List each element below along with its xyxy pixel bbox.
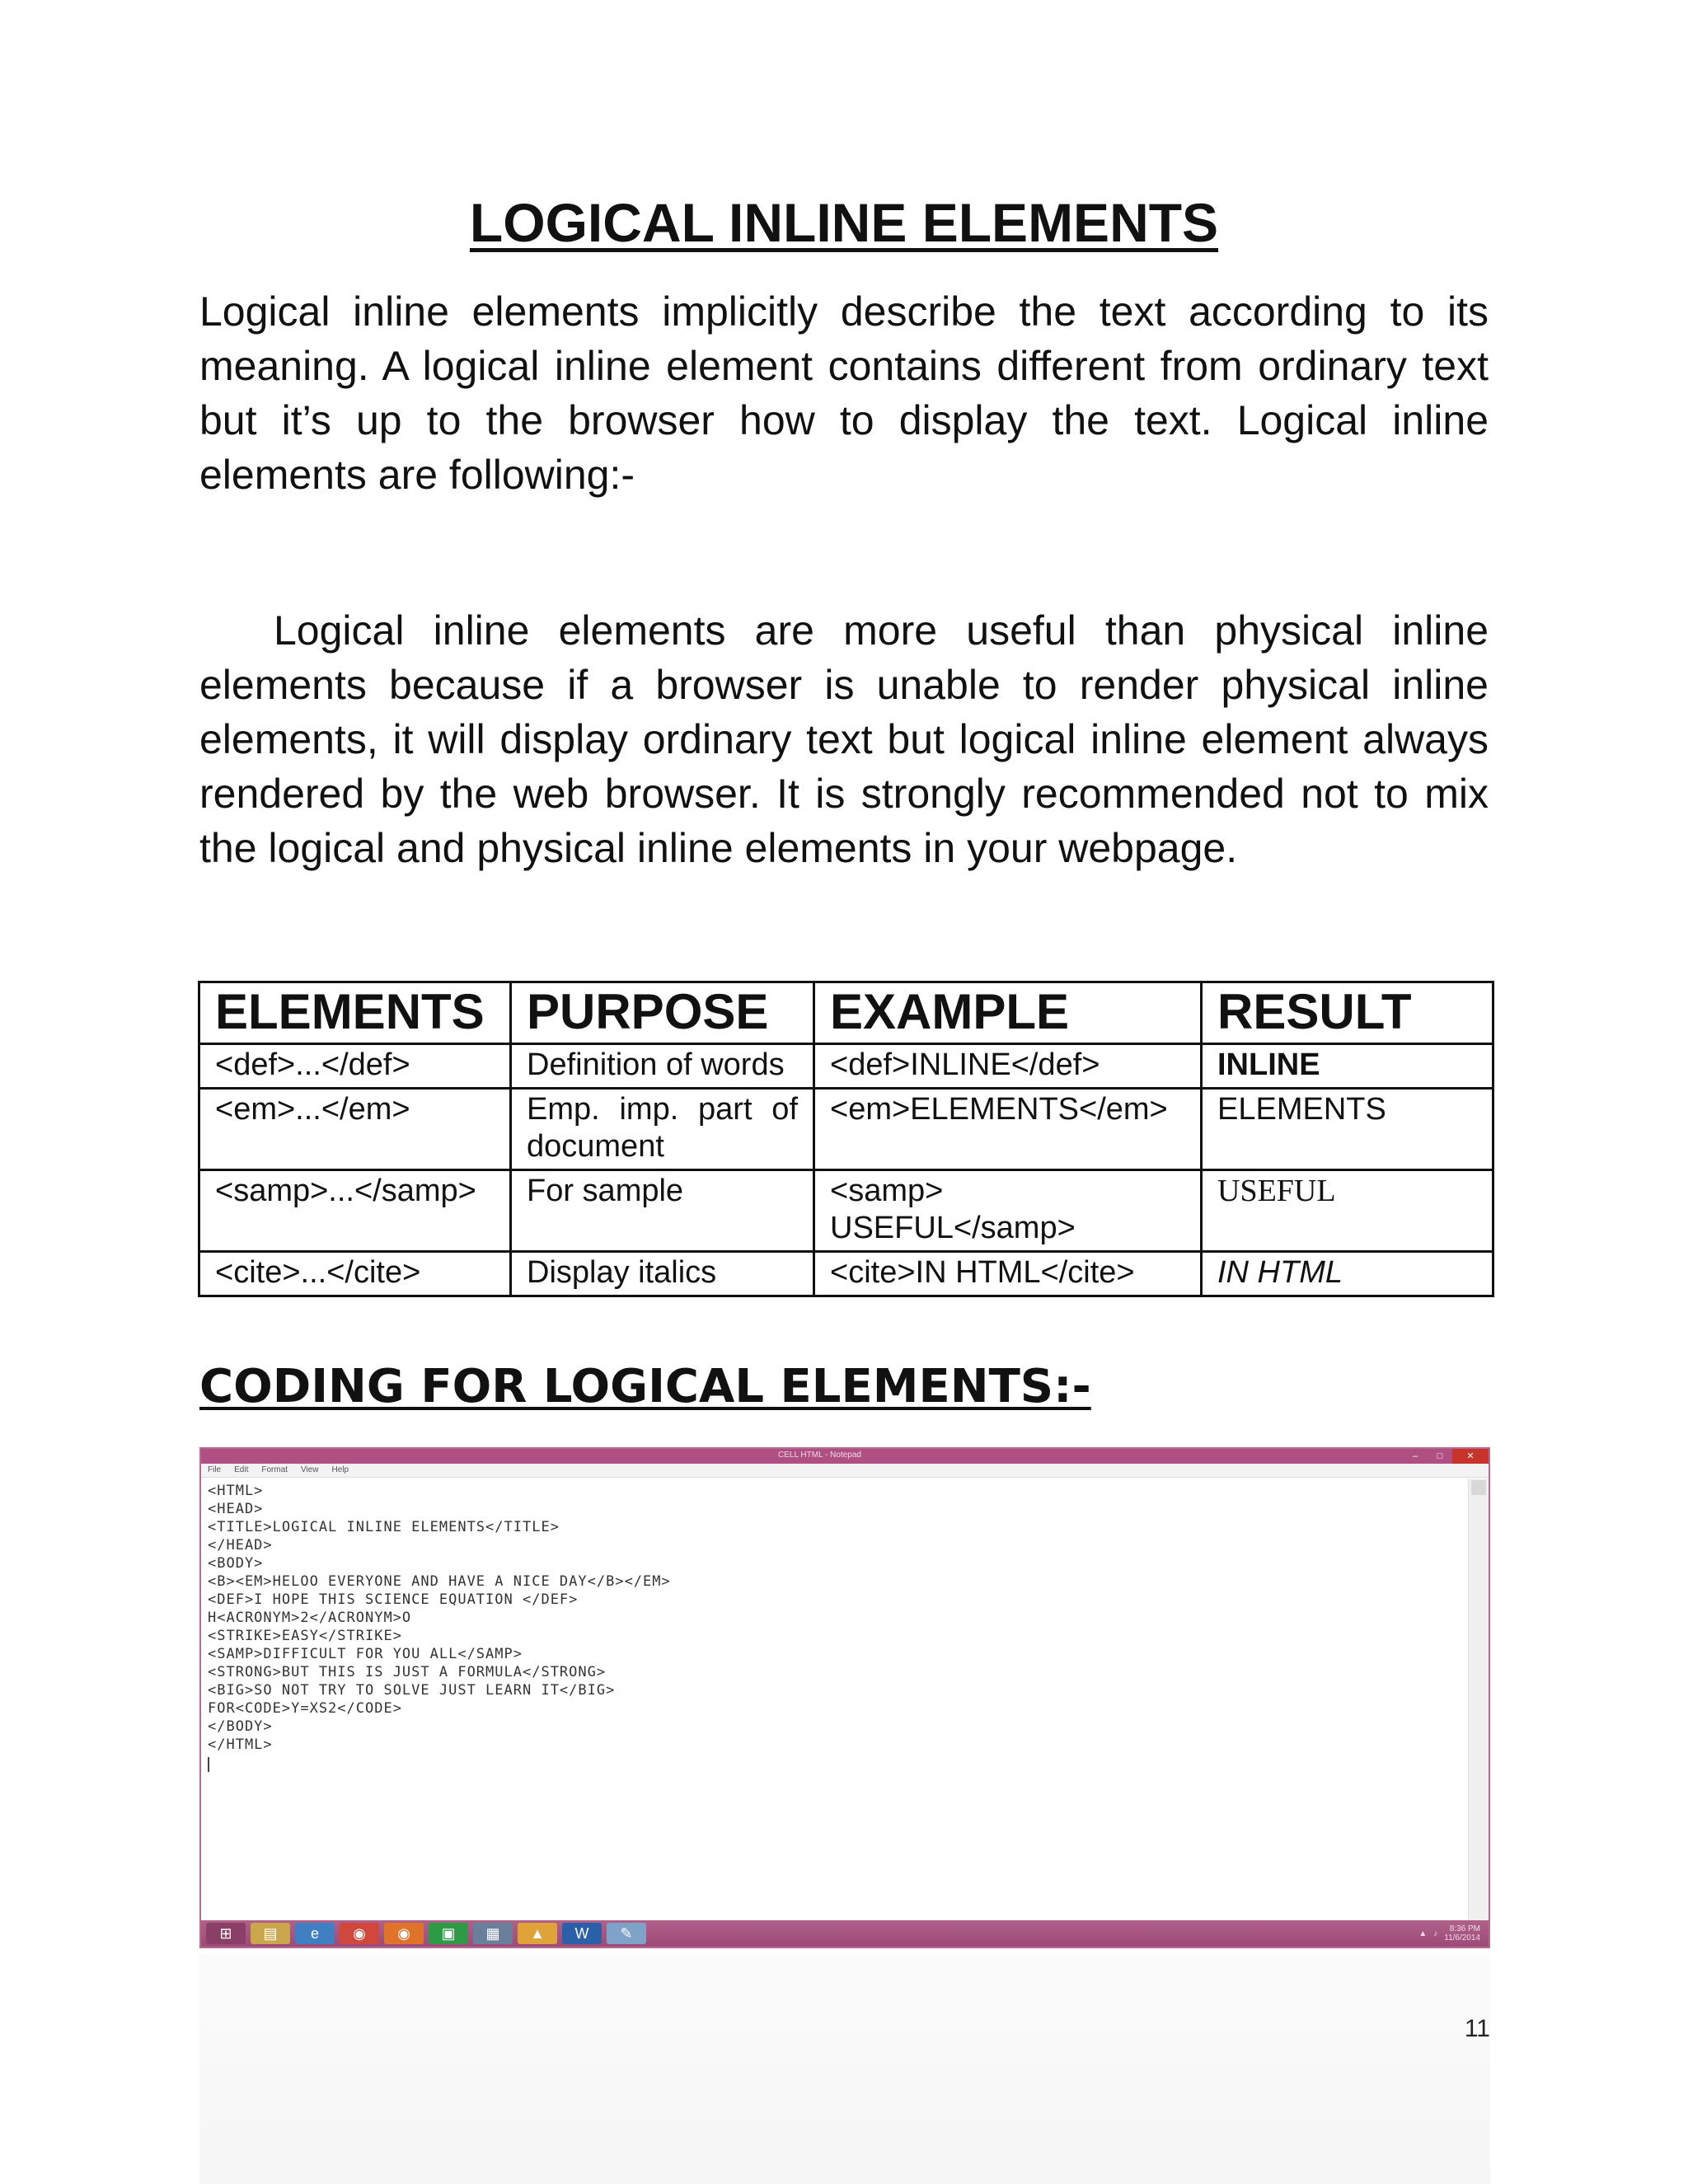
header-purpose: PURPOSE <box>511 982 814 1044</box>
notepad-window-title: CELL HTML - Notepad <box>778 1451 861 1460</box>
cell-element: <cite>...</cite> <box>199 1252 511 1296</box>
cell-purpose: Emp. imp. part of document <box>511 1089 814 1170</box>
notepad-editor[interactable] <box>201 1479 1467 1920</box>
windows-taskbar <box>201 1920 1489 1947</box>
html-code: <HTML> <HEAD> <TITLE>LOGICAL INLINE ELEMENTS</TITLE> </HEAD> <BODY> <B><EM>HELOO EVERYONE AND HAVE A NICE DAY</B></EM> <DEF>I HOPE THIS SCIENCE EQUATION </DEF> H<ACRONYM>2</ACRONYM>O <STRIKE>EASY</STRIKE> <SAMP>DIFFICULT FOR YOU ALL</SAMP> <STRONG>BUT THIS IS JUST A FORMULA</STRONG> <BIG>SO NOT TRY TO SOLVE JUST LEARN IT</BIG> FOR<CODE>Y=XS2</CODE> </BODY> </HTML> <box>208 1483 671 1753</box>
maximize-icon[interactable]: □ <box>1437 1451 1443 1461</box>
store-icon[interactable]: ▣ <box>429 1923 468 1944</box>
cell-element: <em>...</em> <box>199 1089 511 1170</box>
file-explorer-icon[interactable]: ▤ <box>251 1923 290 1944</box>
table-row <box>199 1089 1493 1170</box>
cell-purpose: Display italics <box>511 1252 814 1296</box>
clock-time: 8:36 PM <box>1449 1924 1480 1933</box>
intro-paragraph: Logical inline elements implicitly describe the text according to its meaning. A logical inline element contains different from ordinary text but it’s up to the browser how to display the text. Logical inline elements are following:- <box>199 288 1489 498</box>
table-row <box>199 1170 1493 1252</box>
table-header-row <box>199 982 1493 1044</box>
notepad-screenshot <box>199 1447 1490 1948</box>
notepad-titlebar <box>201 1449 1489 1464</box>
cell-element: <def>...</def> <box>199 1044 511 1089</box>
cell-example: <cite>IN HTML</cite> <box>814 1252 1202 1296</box>
vertical-scrollbar[interactable] <box>1468 1479 1489 1920</box>
menu-file[interactable]: File <box>208 1465 222 1474</box>
cell-purpose: For sample <box>511 1170 814 1252</box>
menu-format[interactable]: Format <box>261 1465 288 1474</box>
word-icon[interactable]: W <box>562 1923 602 1944</box>
clock-date: 11/6/2014 <box>1444 1933 1480 1943</box>
logical-elements-table <box>198 981 1494 1297</box>
windows-start-icon[interactable]: ⊞ <box>206 1923 246 1944</box>
page-number: 11 <box>1464 2015 1490 2042</box>
cell-example: <samp> USEFUL</samp> <box>814 1170 1202 1252</box>
minimize-icon[interactable]: – <box>1412 1451 1418 1461</box>
firefox-icon[interactable]: ◉ <box>384 1923 424 1944</box>
page-shadow <box>199 1953 1490 2184</box>
cell-result: ELEMENTS <box>1202 1089 1493 1170</box>
table-row <box>199 1252 1493 1296</box>
cell-example: <def>INLINE</def> <box>814 1044 1202 1089</box>
text-cursor <box>208 1757 209 1772</box>
vlc-icon[interactable]: ▲ <box>518 1923 557 1944</box>
window-controls <box>1403 1449 1489 1464</box>
page-title: LOGICAL INLINE ELEMENTS <box>469 192 1219 253</box>
cell-example: <em>ELEMENTS</em> <box>814 1089 1202 1170</box>
table-row <box>199 1044 1493 1089</box>
header-example: EXAMPLE <box>814 982 1202 1044</box>
internet-explorer-icon[interactable]: e <box>295 1923 335 1944</box>
usefulness-paragraph: Logical inline elements are more useful than physical inline elements because if a browser is unable to render physical inline elements, it will display ordinary text but logical inline element always rendered by the web browser. It is strongly recommended not to mix the logical and physical inline elements in your webpage. <box>199 607 1489 871</box>
menu-edit[interactable]: Edit <box>234 1465 249 1474</box>
cell-result: USEFUL <box>1202 1170 1493 1252</box>
close-icon[interactable]: ✕ <box>1452 1449 1489 1464</box>
network-icon[interactable]: ▲ <box>1418 1929 1428 1938</box>
cell-result: IN HTML <box>1202 1252 1493 1296</box>
volume-icon[interactable]: ♪ <box>1433 1929 1438 1938</box>
cell-result: INLINE <box>1202 1044 1493 1089</box>
chrome-icon[interactable]: ◉ <box>340 1923 379 1944</box>
notepad-taskbar-icon[interactable]: ✎ <box>607 1923 646 1944</box>
notepad-menubar <box>201 1464 1489 1478</box>
calculator-icon[interactable]: ▦ <box>473 1923 513 1944</box>
scroll-up-icon[interactable] <box>1471 1480 1486 1495</box>
cell-purpose: Definition of words <box>511 1044 814 1089</box>
menu-view[interactable]: View <box>301 1465 319 1474</box>
cell-element: <samp>...</samp> <box>199 1170 511 1252</box>
coding-heading: CODING FOR LOGICAL ELEMENTS:- <box>199 1360 1091 1413</box>
system-tray <box>1418 1924 1489 1943</box>
header-elements: ELEMENTS <box>199 982 511 1044</box>
menu-help[interactable]: Help <box>331 1465 349 1474</box>
taskbar-clock[interactable] <box>1444 1924 1480 1943</box>
header-result: RESULT <box>1202 982 1493 1044</box>
